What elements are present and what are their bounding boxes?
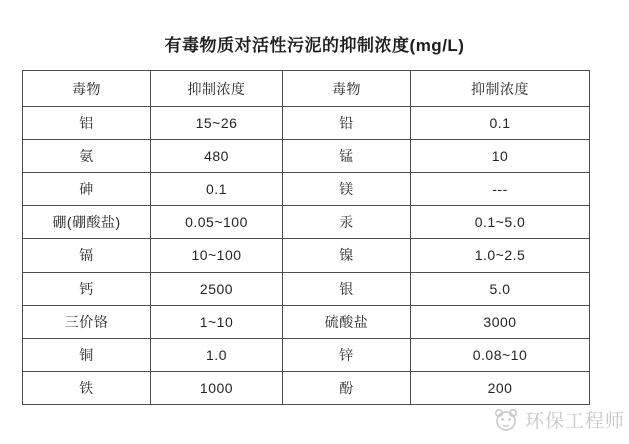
table-row (23, 173, 590, 206)
cell-toxin-right: 硫酸盐 (283, 305, 411, 338)
table-row (23, 305, 590, 338)
table-row (23, 206, 590, 239)
table-row (23, 107, 590, 140)
cell-concentration-left: 0.1 (151, 173, 283, 206)
page-title: 有毒物质对活性污泥的抑制浓度(mg/L) (164, 36, 465, 55)
cell-toxin-left: 铜 (23, 338, 151, 371)
cell-concentration-left: 10~100 (151, 239, 283, 272)
cell-toxin-left: 三价铬 (23, 305, 151, 338)
cell-toxin-left: 砷 (23, 173, 151, 206)
cell-concentration-right: --- (411, 173, 590, 206)
cell-toxin-right: 铅 (283, 107, 411, 140)
cell-concentration-left: 2500 (151, 272, 283, 305)
cell-toxin-left: 钙 (23, 272, 151, 305)
cell-concentration-left: 480 (151, 140, 283, 173)
cell-concentration-right: 0.08~10 (411, 338, 590, 371)
cell-concentration-left: 1000 (151, 371, 283, 404)
toxicity-table (22, 70, 590, 405)
cell-toxin-right: 银 (283, 272, 411, 305)
cell-toxin-left: 铝 (23, 107, 151, 140)
cell-toxin-right: 锰 (283, 140, 411, 173)
cell-toxin-left: 镉 (23, 239, 151, 272)
cell-concentration-left: 0.05~100 (151, 206, 283, 239)
table-row (23, 272, 590, 305)
table-row (23, 371, 590, 404)
table-row (23, 338, 590, 371)
cell-concentration-left: 1.0 (151, 338, 283, 371)
cell-concentration-right: 5.0 (411, 272, 590, 305)
panda-logo-icon (490, 404, 520, 434)
cell-concentration-right: 200 (411, 371, 590, 404)
watermark-label: 环保工程师 (524, 410, 625, 432)
cell-concentration-right: 3000 (411, 305, 590, 338)
cell-toxin-left: 铁 (23, 371, 151, 404)
cell-toxin-left: 氨 (23, 140, 151, 173)
cell-concentration-right: 0.1 (411, 107, 590, 140)
cell-toxin-right: 镁 (283, 173, 411, 206)
header-concentration-left: 抑制浓度 (151, 71, 283, 107)
table-row (23, 140, 590, 173)
cell-concentration-right: 10 (411, 140, 590, 173)
cell-toxin-right: 镍 (283, 239, 411, 272)
cell-toxin-right: 锌 (283, 338, 411, 371)
cell-concentration-left: 1~10 (151, 305, 283, 338)
cell-concentration-left: 15~26 (151, 107, 283, 140)
header-toxin-left: 毒物 (23, 71, 151, 107)
header-concentration-right: 抑制浓度 (411, 71, 590, 107)
watermark (490, 404, 625, 434)
cell-toxin-right: 汞 (283, 206, 411, 239)
header-toxin-right: 毒物 (283, 71, 411, 107)
cell-concentration-right: 1.0~2.5 (411, 239, 590, 272)
table-row (23, 239, 590, 272)
cell-concentration-right: 0.1~5.0 (411, 206, 590, 239)
table-header-row (23, 71, 590, 107)
cell-toxin-right: 酚 (283, 371, 411, 404)
cell-toxin-left: 硼(硼酸盐) (23, 206, 151, 239)
